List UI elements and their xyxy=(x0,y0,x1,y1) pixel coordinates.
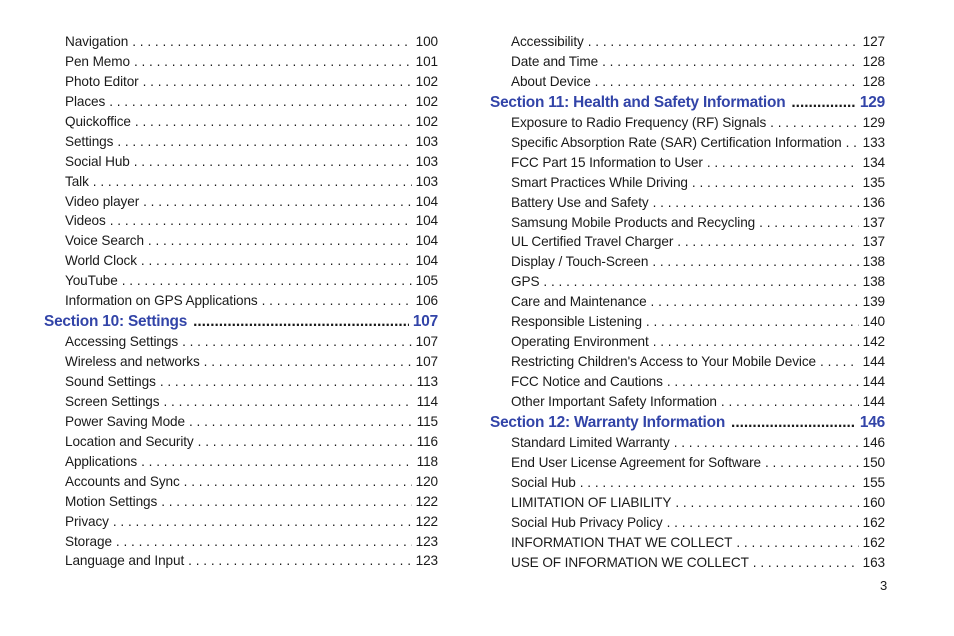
toc-entry-title: YouTube xyxy=(65,273,118,289)
dot-leader xyxy=(602,54,859,69)
dot-leader xyxy=(182,334,412,349)
toc-page-number: 138 xyxy=(862,254,885,270)
dot-leader xyxy=(143,74,412,89)
toc-page-number: 129 xyxy=(859,93,885,111)
dot-leader xyxy=(791,94,856,112)
toc-entry-title: Screen Settings xyxy=(65,393,160,409)
toc-page-number: 155 xyxy=(862,474,885,490)
toc-page-number: 142 xyxy=(862,334,885,350)
toc-entry-video-player[interactable] xyxy=(44,194,438,214)
toc-page-number: 122 xyxy=(415,493,438,509)
toc-entry-ul-certified-travel-charger[interactable] xyxy=(490,234,885,254)
dot-leader xyxy=(753,555,859,570)
toc-page-number: 162 xyxy=(862,514,885,530)
toc-entry-title: Care and Maintenance xyxy=(511,294,647,310)
toc-entry-display-touch-screen[interactable] xyxy=(490,254,885,274)
toc-page-number: 150 xyxy=(862,454,885,470)
toc-entry-restricting-children-s-access-to-your-mobile-device[interactable] xyxy=(490,354,885,374)
toc-entry-fcc-part-15-information-to-user[interactable] xyxy=(490,155,885,175)
toc-entry-title: Social Hub Privacy Policy xyxy=(511,514,663,530)
toc-entry-accessing-settings[interactable] xyxy=(44,334,438,354)
page-number: 3 xyxy=(880,578,888,593)
toc-page-number: 127 xyxy=(862,34,885,49)
toc-entry-screen-settings[interactable] xyxy=(44,394,438,414)
dot-leader xyxy=(674,435,859,450)
toc-page-number: 136 xyxy=(862,194,885,210)
toc-entry-accessibility[interactable] xyxy=(490,34,885,54)
toc-entry-title: Wireless and networks xyxy=(65,354,200,370)
toc-entry-title: Applications xyxy=(65,453,138,469)
toc-page-number: 120 xyxy=(415,473,438,489)
toc-entry-specific-absorption-rate-sar-certification-information[interactable] xyxy=(490,135,885,155)
toc-page-number: 106 xyxy=(415,293,438,309)
toc-page-number: 128 xyxy=(862,53,885,69)
toc-right-column xyxy=(490,34,885,574)
toc-entry-title: Display / Touch-Screen xyxy=(511,254,649,270)
toc-entry-title: Section 10: Settings xyxy=(44,313,188,331)
dot-leader xyxy=(163,394,412,409)
toc-entry-title: Storage xyxy=(65,533,112,549)
dot-leader xyxy=(113,514,412,529)
dot-leader xyxy=(122,273,412,288)
toc-entry-title: Talk xyxy=(65,173,89,189)
toc-page-number: 102 xyxy=(415,113,438,129)
toc-entry-title: INFORMATION THAT WE COLLECT xyxy=(511,534,733,550)
toc-entry-battery-use-and-safety[interactable] xyxy=(490,195,885,215)
dot-leader xyxy=(189,414,413,429)
toc-entry-fcc-notice-and-cautions[interactable] xyxy=(490,374,885,394)
toc-entry-title: Samsung Mobile Products and Recycling xyxy=(511,214,756,230)
toc-page-number: 122 xyxy=(415,513,438,529)
dot-leader xyxy=(110,213,412,228)
toc-entry-title: Other Important Safety Information xyxy=(511,393,717,409)
toc-entry-social-hub[interactable] xyxy=(490,475,885,495)
toc-entry-title: Smart Practices While Driving xyxy=(511,174,688,190)
toc-entry-privacy[interactable] xyxy=(44,514,438,534)
dot-leader xyxy=(595,74,859,89)
dot-leader xyxy=(141,253,412,268)
toc-entry-location-and-security[interactable] xyxy=(44,434,438,454)
toc-entry-youtube[interactable] xyxy=(44,273,438,293)
toc-page-number: 101 xyxy=(415,53,438,69)
toc-entry-title: USE OF INFORMATION WE COLLECT xyxy=(511,554,749,570)
dot-leader xyxy=(184,474,412,489)
toc-section-heading-section-10-settings[interactable] xyxy=(44,313,438,334)
toc-entry-title: Sound Settings xyxy=(65,374,156,389)
toc-entry-samsung-mobile-products-and-recycling[interactable] xyxy=(490,215,885,235)
dot-leader xyxy=(188,553,411,568)
dot-leader xyxy=(117,134,411,149)
toc-entry-title: Operating Environment xyxy=(511,334,649,350)
toc-page-number: 113 xyxy=(416,374,438,389)
toc-entry-title: Battery Use and Safety xyxy=(511,194,649,210)
dot-leader xyxy=(204,354,412,369)
toc-entry-title: Language and Input xyxy=(65,553,185,569)
toc-entry-title: Information on GPS Applications xyxy=(65,293,258,309)
dot-leader xyxy=(653,334,859,349)
dot-leader xyxy=(134,54,412,69)
toc-entry-title: Settings xyxy=(65,133,114,149)
toc-page-number: 107 xyxy=(415,334,438,350)
toc-entry-wireless-and-networks[interactable] xyxy=(44,354,438,374)
toc-page-number: 107 xyxy=(415,354,438,370)
toc-section-heading-section-12-warranty-information[interactable] xyxy=(490,414,885,435)
toc-section-heading-section-11-health-and-safety-information[interactable] xyxy=(490,94,885,115)
dot-leader xyxy=(651,294,859,309)
dot-leader xyxy=(765,455,859,470)
toc-entry-videos[interactable] xyxy=(44,213,438,233)
toc-entry-title: Voice Search xyxy=(65,233,144,249)
toc-page-number: 138 xyxy=(862,274,885,290)
toc-entry-title: Section 12: Warranty Information xyxy=(490,413,726,431)
toc-page-number: 144 xyxy=(862,354,885,370)
dot-leader xyxy=(109,94,411,109)
dot-leader xyxy=(846,135,859,150)
toc-entry-voice-search[interactable] xyxy=(44,233,438,253)
toc-entry-information-that-we-collect[interactable] xyxy=(490,535,885,555)
toc-entry-title: Quickoffice xyxy=(65,113,131,129)
toc-entry-photo-editor[interactable] xyxy=(44,74,438,94)
toc-entry-operating-environment[interactable] xyxy=(490,334,885,354)
dot-leader xyxy=(646,314,859,329)
toc-page-number: 105 xyxy=(415,273,438,289)
dot-leader xyxy=(667,515,859,530)
toc-entry-storage[interactable] xyxy=(44,534,438,554)
dot-leader xyxy=(198,434,413,449)
dot-leader xyxy=(132,34,411,49)
toc-entry-title: Pen Memo xyxy=(65,53,130,69)
toc-page-number: 146 xyxy=(859,413,885,431)
toc-entry-places[interactable] xyxy=(44,94,438,114)
toc-entry-pen-memo[interactable] xyxy=(44,54,438,74)
toc-entry-title: Motion Settings xyxy=(65,493,158,509)
toc-entry-title: Videos xyxy=(65,213,106,229)
toc-page-number: 140 xyxy=(862,314,885,330)
toc-entry-title: Location and Security xyxy=(65,433,194,449)
toc-entry-care-and-maintenance[interactable] xyxy=(490,294,885,314)
toc-page-number: 135 xyxy=(862,174,885,190)
toc-entry-title: Standard Limited Warranty xyxy=(511,434,670,450)
toc-entry-sound-settings[interactable] xyxy=(44,374,438,394)
toc-entry-title: Accessing Settings xyxy=(65,334,179,350)
toc-page-number: 162 xyxy=(862,534,885,550)
toc-page-number: 144 xyxy=(862,374,885,389)
toc-entry-language-and-input[interactable] xyxy=(44,553,438,573)
toc-entry-title: FCC Notice and Cautions xyxy=(511,374,663,389)
toc-page-number: 104 xyxy=(415,233,438,249)
toc-page-number: 137 xyxy=(862,214,885,230)
toc-entry-social-hub-privacy-policy[interactable] xyxy=(490,515,885,535)
toc-page-number: 139 xyxy=(862,294,885,310)
toc-entry-motion-settings[interactable] xyxy=(44,494,438,514)
toc-entry-title: Responsible Listening xyxy=(511,314,642,330)
toc-entry-title: World Clock xyxy=(65,253,137,269)
dot-leader xyxy=(759,215,858,230)
dot-leader xyxy=(116,534,412,549)
toc-page-number: 104 xyxy=(415,213,438,229)
toc-entry-gps[interactable] xyxy=(490,274,885,294)
toc-page-number: 103 xyxy=(415,153,438,169)
toc-page-number: 163 xyxy=(862,554,885,570)
toc-entry-responsible-listening[interactable] xyxy=(490,314,885,334)
toc-page-number: 100 xyxy=(415,34,438,49)
dot-leader xyxy=(143,194,411,209)
dot-leader xyxy=(141,454,413,469)
toc-entry-title: Exposure to Radio Frequency (RF) Signals xyxy=(511,114,767,130)
toc-entry-title: Navigation xyxy=(65,34,129,49)
toc-entry-title: GPS xyxy=(511,274,540,290)
toc-entry-title: Section 11: Health and Safety Information xyxy=(490,93,786,111)
toc-page-number: 103 xyxy=(415,133,438,149)
toc-entry-title: Social Hub xyxy=(511,474,576,490)
dot-leader xyxy=(721,394,859,409)
toc-entry-about-device[interactable] xyxy=(490,74,885,94)
dot-leader xyxy=(93,174,412,189)
toc-page-number: 129 xyxy=(862,114,885,130)
dot-leader xyxy=(543,274,858,289)
dot-leader xyxy=(675,495,858,510)
toc-page-number: 160 xyxy=(862,494,885,510)
dot-leader xyxy=(148,233,412,248)
toc-entry-title: Accounts and Sync xyxy=(65,473,180,489)
dot-leader xyxy=(161,494,411,509)
toc-entry-use-of-information-we-collect[interactable] xyxy=(490,555,885,575)
toc-entry-title: Accessibility xyxy=(511,34,584,49)
toc-page-number: 133 xyxy=(862,134,885,150)
toc-entry-talk[interactable] xyxy=(44,174,438,194)
toc-entry-navigation[interactable] xyxy=(44,34,438,54)
dot-leader xyxy=(160,374,413,389)
toc-entry-title: End User License Agreement for Software xyxy=(511,454,761,470)
toc-page-number: 102 xyxy=(415,93,438,109)
toc-page-number: 144 xyxy=(862,393,885,409)
dot-leader xyxy=(736,535,858,550)
toc-page-number: 137 xyxy=(862,234,885,250)
dot-leader xyxy=(667,374,859,389)
toc-entry-title: UL Certified Travel Charger xyxy=(511,234,674,250)
toc-page-number: 104 xyxy=(415,193,438,209)
dot-leader xyxy=(692,175,859,190)
toc-page-number: 116 xyxy=(416,433,438,449)
dot-leader xyxy=(820,354,859,369)
toc-entry-title: Photo Editor xyxy=(65,73,139,89)
dot-leader xyxy=(770,115,858,130)
toc-entry-title: Video player xyxy=(65,193,140,209)
dot-leader xyxy=(262,293,412,308)
toc-entry-title: Restricting Children's Access to Your Mobile Device xyxy=(511,354,817,370)
dot-leader xyxy=(707,155,859,170)
toc-page-number: 134 xyxy=(862,154,885,170)
toc-entry-title: Date and Time xyxy=(511,53,599,69)
toc-page-number: 146 xyxy=(862,434,885,450)
toc-entry-standard-limited-warranty[interactable] xyxy=(490,435,885,455)
toc-entry-limitation-of-liability[interactable] xyxy=(490,495,885,515)
toc-page-number: 102 xyxy=(415,73,438,89)
toc-page-number: 114 xyxy=(416,393,438,409)
toc-entry-accounts-and-sync[interactable] xyxy=(44,474,438,494)
toc-entry-title: About Device xyxy=(511,73,591,89)
dot-leader xyxy=(652,254,858,269)
toc-page-number: 103 xyxy=(415,173,438,189)
toc-entry-power-saving-mode[interactable] xyxy=(44,414,438,434)
toc-page-number: 123 xyxy=(415,533,438,549)
dot-leader xyxy=(653,195,859,210)
toc-page-number: 107 xyxy=(412,313,438,331)
dot-leader xyxy=(193,313,409,331)
toc-entry-smart-practices-while-driving[interactable] xyxy=(490,175,885,195)
toc-page-number: 128 xyxy=(862,73,885,89)
toc-entry-title: LIMITATION OF LIABILITY xyxy=(511,494,672,510)
toc-entry-settings[interactable] xyxy=(44,134,438,154)
dot-leader xyxy=(134,154,412,169)
toc-page-number: 118 xyxy=(416,453,438,469)
toc-entry-information-on-gps-applications[interactable] xyxy=(44,293,438,313)
toc-entry-title: Specific Absorption Rate (SAR) Certification Information xyxy=(511,134,842,150)
toc-page-number: 104 xyxy=(415,253,438,269)
toc-entry-world-clock[interactable] xyxy=(44,253,438,273)
toc-entry-title: Places xyxy=(65,93,106,109)
toc-page-number: 123 xyxy=(415,553,438,569)
dot-leader xyxy=(135,114,412,129)
toc-entry-quickoffice[interactable] xyxy=(44,114,438,134)
toc-entry-title: Social Hub xyxy=(65,153,130,169)
toc-entry-other-important-safety-information[interactable] xyxy=(490,394,885,414)
dot-leader xyxy=(580,475,859,490)
toc-entry-end-user-license-agreement-for-software[interactable] xyxy=(490,455,885,475)
dot-leader xyxy=(588,34,859,49)
toc-page-number: 115 xyxy=(416,413,438,429)
toc-entry-title: Power Saving Mode xyxy=(65,413,185,429)
toc-entry-date-and-time[interactable] xyxy=(490,54,885,74)
toc-entry-applications[interactable] xyxy=(44,454,438,474)
toc-entry-title: FCC Part 15 Information to User xyxy=(511,154,703,170)
toc-entry-title: Privacy xyxy=(65,513,109,529)
dot-leader xyxy=(731,414,856,432)
toc-entry-social-hub[interactable] xyxy=(44,154,438,174)
dot-leader xyxy=(677,234,858,249)
toc-entry-exposure-to-radio-frequency-rf-signals[interactable] xyxy=(490,115,885,135)
toc-left-column xyxy=(44,34,438,573)
